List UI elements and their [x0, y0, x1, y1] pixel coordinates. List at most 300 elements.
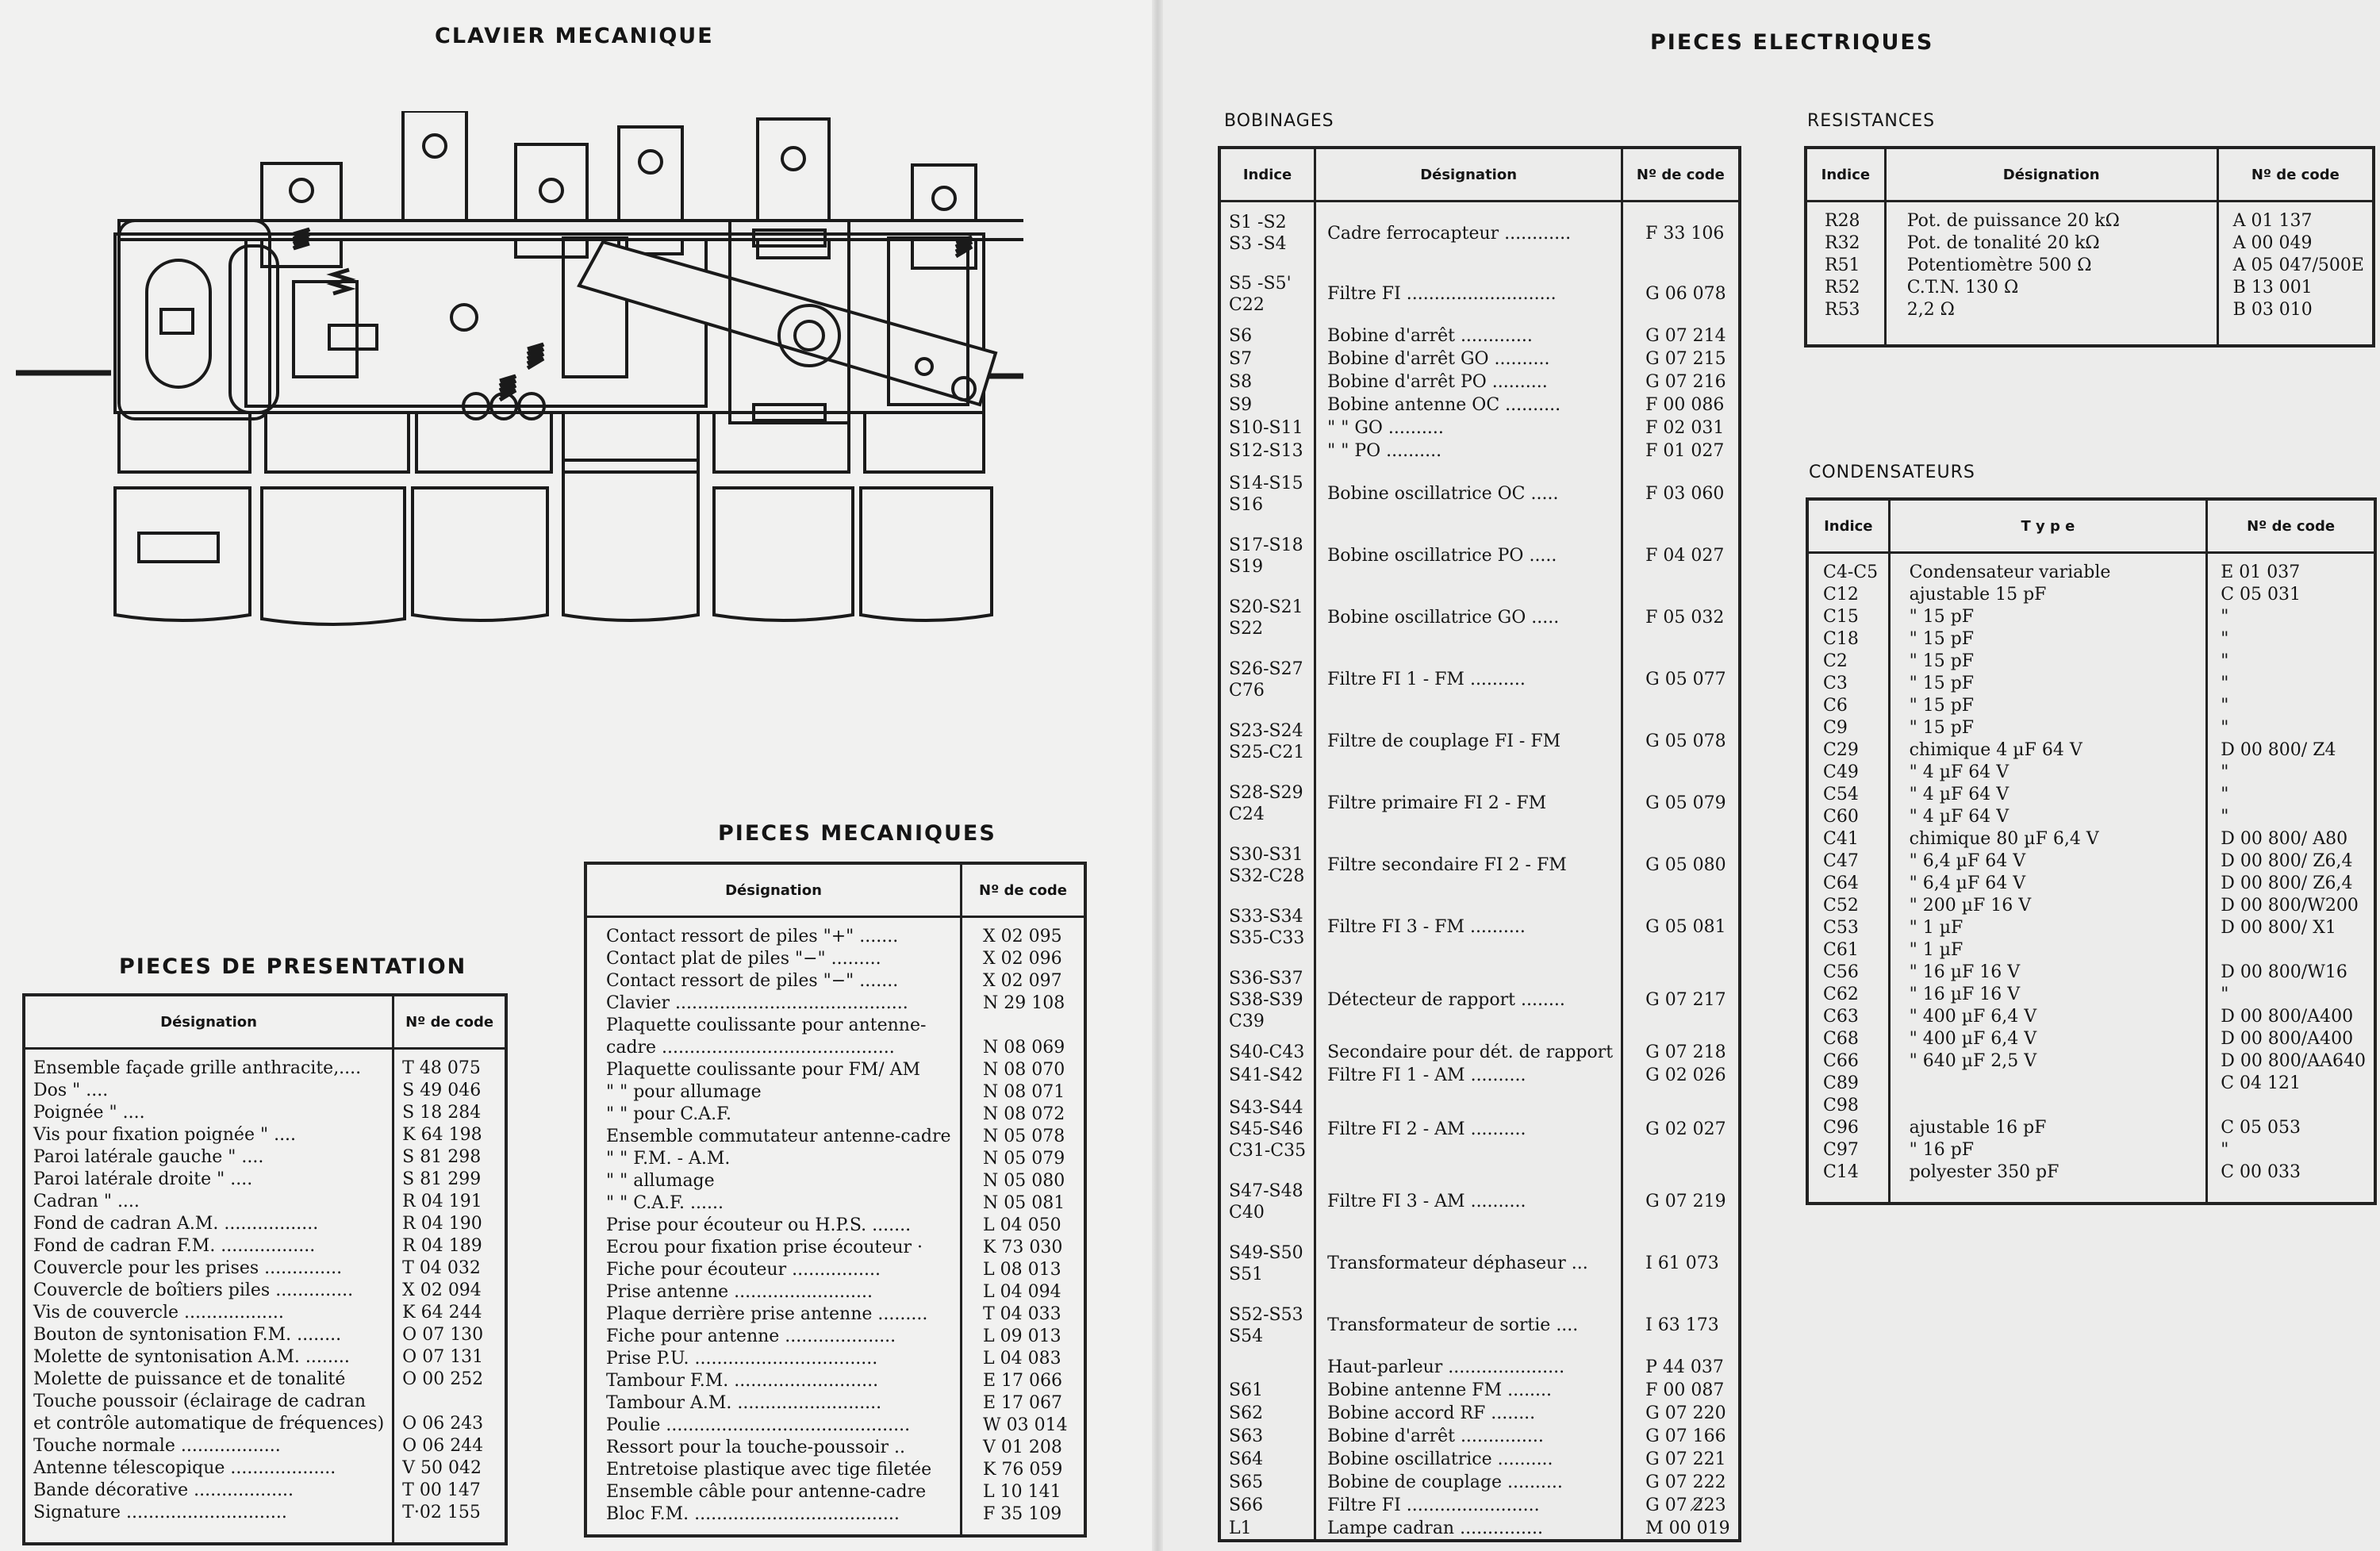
- code-cell: V 50 042: [402, 1458, 482, 1478]
- indice-cell: C6: [1823, 696, 1848, 716]
- indice-cell: [1219, 525, 1315, 587]
- table-row: [1219, 394, 1740, 417]
- code-cell: ": [2221, 807, 2229, 827]
- designation-cell: Lampe cadran ...............: [1315, 1518, 1622, 1541]
- indice-line: S16: [1229, 494, 1264, 515]
- code-cell: G 07 219: [1622, 1171, 1740, 1233]
- code-cell: L 09 013: [982, 1326, 1061, 1346]
- code-cell: D 00 800/ A80: [2221, 829, 2348, 849]
- list-item: Ensemble câble pour antenne-cadre: [606, 1482, 927, 1502]
- indice-cell: [1219, 773, 1315, 835]
- indice-line: S51: [1229, 1264, 1264, 1284]
- type-cell: " 16 µF 16 V: [1909, 962, 2021, 982]
- indice-line: S35-C33: [1229, 927, 1305, 948]
- list-item: Paroi latérale droite " ....: [33, 1169, 253, 1189]
- list-item: C.T.N. 130 Ω: [1906, 278, 2019, 298]
- list-item: Poignée " ....: [33, 1103, 145, 1123]
- list-item: Fiche pour antenne ....................: [606, 1326, 896, 1346]
- code-cell: G 02 027: [1622, 1088, 1740, 1171]
- list-item: Fiche pour écouteur ................: [606, 1260, 881, 1280]
- list-item: Plaquette coulissante pour antenne-: [606, 1015, 927, 1035]
- indice-cell: [1219, 1042, 1315, 1065]
- indice-line: S20-S21: [1229, 597, 1303, 617]
- code-cell: T 00 147: [402, 1480, 481, 1500]
- designation-cell: Bobine oscillatrice OC .....: [1315, 463, 1622, 525]
- indice-line: C31-C35: [1229, 1140, 1307, 1161]
- indice-line: C76: [1229, 680, 1265, 701]
- presentation-header-code: Nº de code: [393, 995, 506, 1049]
- table-row: [1219, 371, 1740, 394]
- resistances-table: [1804, 146, 2375, 347]
- code-cell: E 17 067: [982, 1393, 1063, 1413]
- indice-line: S19: [1229, 556, 1264, 577]
- designation-cell: Secondaire pour dét. de rapport: [1315, 1042, 1622, 1065]
- indice-cell: [1219, 463, 1315, 525]
- code-cell: G 05 077: [1622, 649, 1740, 711]
- type-cell: " 4 µF 64 V: [1909, 785, 2010, 804]
- indice-cell: C2: [1823, 651, 1848, 671]
- code-cell: N 08 072: [982, 1104, 1065, 1124]
- code-cell: B 03 010: [2232, 300, 2313, 320]
- table-row: [1219, 649, 1740, 711]
- type-cell: chimique 4 µF 64 V: [1909, 740, 2082, 760]
- designation-cell: Bobine oscillatrice ..........: [1315, 1449, 1622, 1472]
- indice-cell: [1219, 417, 1315, 440]
- page-fold: [1152, 0, 1163, 1551]
- indice-cell: [1219, 958, 1315, 1042]
- bobinages-header-indice: Indice: [1219, 148, 1315, 202]
- code-cell: ": [2221, 1140, 2229, 1160]
- indice-cell: [1219, 1426, 1315, 1449]
- code-cell: O 07 130: [402, 1325, 484, 1345]
- indice-cell: C96: [1823, 1118, 1859, 1138]
- table-row: [1219, 325, 1740, 348]
- bobinages-header-code: Nº de code: [1622, 148, 1740, 202]
- code-cell: F 00 086: [1622, 394, 1740, 417]
- designation-cell: Transformateur déphaseur ...: [1315, 1233, 1622, 1295]
- indice-cell: R52: [1825, 278, 1860, 298]
- code-cell: W 03 014: [982, 1415, 1068, 1435]
- list-item: Touche normale ..................: [33, 1436, 281, 1456]
- table-row: [1219, 348, 1740, 371]
- indice-line: S6: [1229, 325, 1253, 346]
- code-cell: K 64 198: [402, 1125, 482, 1145]
- type-cell: " 15 pF: [1909, 629, 1975, 649]
- list-item: Ressort pour la touche-poussoir ..: [606, 1438, 905, 1457]
- code-cell: D 00 800/ Z6,4: [2221, 873, 2353, 893]
- code-cell: S 49 046: [402, 1081, 482, 1100]
- type-cell: ajustable 15 pF: [1909, 585, 2047, 605]
- type-cell: chimique 80 µF 6,4 V: [1909, 829, 2099, 849]
- code-cell: T 48 075: [402, 1058, 481, 1078]
- designation-cell: Bobine antenne OC ..........: [1315, 394, 1622, 417]
- condensateurs-table: [1806, 497, 2377, 1205]
- code-cell: N 05 080: [982, 1171, 1065, 1191]
- indice-cell: R51: [1825, 255, 1860, 275]
- indice-line: S3 -S4: [1229, 234, 1287, 254]
- indice-cell: C3: [1823, 674, 1848, 693]
- code-cell: O 00 252: [402, 1369, 484, 1389]
- list-item: Couvercle de boîtiers piles ..............: [33, 1280, 354, 1300]
- code-cell: G 07 217: [1622, 958, 1740, 1042]
- indice-line: S10-S11: [1229, 417, 1303, 438]
- type-cell: ajustable 16 pF: [1909, 1118, 2047, 1138]
- code-cell: S 18 284: [402, 1103, 482, 1123]
- list-item: Molette de puissance et de tonalité: [33, 1369, 346, 1389]
- indice-line: S32-C28: [1229, 866, 1305, 886]
- indice-line: S28-S29: [1229, 782, 1303, 803]
- code-cell: A 05 047/500E: [2232, 255, 2364, 275]
- indice-line: C40: [1229, 1202, 1265, 1223]
- indice-cell: [1219, 202, 1315, 263]
- code-cell: ": [2221, 696, 2229, 716]
- table-row: [1219, 1171, 1740, 1233]
- code-cell: X 02 097: [982, 971, 1062, 991]
- code-cell: I 61 073: [1622, 1233, 1740, 1295]
- type-cell: " 6,4 µF 64 V: [1909, 851, 2026, 871]
- code-cell: ": [2221, 985, 2229, 1004]
- clavier-title: CLAVIER MECANIQUE: [435, 24, 714, 48]
- indice-line: S63: [1229, 1426, 1264, 1446]
- designation-cell: Cadre ferrocapteur ............: [1315, 202, 1622, 263]
- list-item: Contact plat de piles "−" .........: [606, 949, 881, 969]
- indice-cell: [1219, 371, 1315, 394]
- mecaniques-table: [584, 862, 1087, 1538]
- code-cell: K 64 244: [402, 1303, 482, 1323]
- indice-cell: [1219, 649, 1315, 711]
- code-cell: S 81 298: [402, 1147, 482, 1167]
- indice-line: S65: [1229, 1472, 1264, 1492]
- designation-cell: Filtre FI ........................: [1315, 1495, 1622, 1518]
- condensateurs-code-column: [2207, 553, 2375, 1204]
- resistances-code-column: [2217, 202, 2374, 346]
- list-item: " " F.M. - A.M.: [606, 1149, 731, 1169]
- code-cell: G 06 078: [1622, 263, 1740, 325]
- list-item: " " pour allumage: [606, 1082, 762, 1102]
- designation-cell: Bobine accord RF ........: [1315, 1403, 1622, 1426]
- type-cell: [1910, 1073, 2198, 1095]
- code-cell: L 04 094: [982, 1282, 1061, 1302]
- indice-cell: C12: [1823, 585, 1859, 605]
- indice-cell: [1219, 325, 1315, 348]
- list-item: " " allumage: [606, 1171, 715, 1191]
- indice-line: S45-S46: [1229, 1119, 1303, 1139]
- code-cell: K 73 030: [982, 1238, 1063, 1257]
- indice-cell: C47: [1823, 851, 1859, 871]
- indice-line: S8: [1229, 371, 1253, 392]
- code-cell: [983, 1015, 1076, 1037]
- code-cell: G 05 079: [1622, 773, 1740, 835]
- list-item: Fond de cadran A.M. .................: [33, 1214, 319, 1234]
- code-cell: I 63 173: [1622, 1295, 1740, 1357]
- list-item: Prise P.U. .................................: [606, 1349, 878, 1369]
- indice-cell: [1219, 348, 1315, 371]
- table-row: [1219, 463, 1740, 525]
- code-cell: M 00 019: [1622, 1518, 1740, 1541]
- code-cell: G 05 080: [1622, 835, 1740, 896]
- code-cell: N 05 079: [982, 1149, 1065, 1169]
- mecaniques-header-code: Nº de code: [961, 863, 1085, 917]
- indice-cell: R53: [1825, 300, 1860, 320]
- indice-line: C22: [1229, 294, 1265, 315]
- indice-line: S7: [1229, 348, 1253, 369]
- code-cell: [402, 1391, 497, 1413]
- list-item: Pot. de puissance 20 kΩ: [1906, 211, 2120, 231]
- list-item: Vis de couvercle ..................: [33, 1303, 284, 1323]
- table-row: [1219, 1295, 1740, 1357]
- designation-cell: Filtre secondaire FI 2 - FM: [1315, 835, 1622, 896]
- list-item: Clavier ..........................................: [606, 993, 908, 1013]
- code-cell: S 81 299: [402, 1169, 482, 1189]
- list-item: Cadran " ....: [33, 1192, 140, 1211]
- table-row: [1219, 1088, 1740, 1171]
- table-row: [1219, 896, 1740, 958]
- code-cell: F 35 109: [982, 1504, 1062, 1524]
- indice-cell: [1219, 1449, 1315, 1472]
- code-cell: L 08 013: [982, 1260, 1061, 1280]
- table-row: [1219, 1065, 1740, 1088]
- designation-cell: Filtre FI 1 - FM ..........: [1315, 649, 1622, 711]
- indice-cell: [1219, 263, 1315, 325]
- table-row: [1219, 1042, 1740, 1065]
- code-cell: G 07 218: [1622, 1042, 1740, 1065]
- condensateurs-header-code: Nº de code: [2207, 499, 2375, 553]
- designation-cell: Transformateur de sortie ....: [1315, 1295, 1622, 1357]
- indice-cell: [1219, 1171, 1315, 1233]
- code-cell: R 04 190: [402, 1214, 482, 1234]
- designation-cell: Filtre FI 1 - AM ..........: [1315, 1065, 1622, 1088]
- list-item: Signature .............................: [33, 1503, 287, 1522]
- code-cell: T 04 032: [402, 1258, 481, 1278]
- code-cell: ": [2221, 651, 2229, 671]
- code-cell: G 02 026: [1622, 1065, 1740, 1088]
- indice-cell: C15: [1823, 607, 1859, 627]
- indice-line: S66: [1229, 1495, 1264, 1515]
- indice-line: S26-S27: [1229, 658, 1303, 679]
- type-cell: " 640 µF 2,5 V: [1909, 1051, 2037, 1071]
- indice-cell: C98: [1823, 1096, 1859, 1115]
- indice-line: S9: [1229, 394, 1253, 415]
- indice-cell: [1219, 1403, 1315, 1426]
- indice-cell: [1219, 1472, 1315, 1495]
- designation-cell: Bobine antenne FM ........: [1315, 1380, 1622, 1403]
- mecaniques-designation-column: [585, 917, 961, 1536]
- table-row: [1219, 958, 1740, 1042]
- indice-cell: C68: [1823, 1029, 1859, 1049]
- code-cell: X 02 096: [982, 949, 1062, 969]
- designation-cell: Filtre FI 3 - FM ..........: [1315, 896, 1622, 958]
- list-item: 2,2 Ω: [1906, 300, 1955, 320]
- list-item: Plaquette coulissante pour FM/ AM: [606, 1060, 921, 1080]
- list-item: Bande décorative ..................: [33, 1480, 294, 1500]
- type-cell: " 200 µF 16 V: [1909, 896, 2032, 916]
- indice-cell: [1219, 587, 1315, 649]
- code-cell: N 08 070: [982, 1060, 1065, 1080]
- table-row: [1219, 525, 1740, 587]
- table-row: [1219, 417, 1740, 440]
- resistances-header-code: Nº de code: [2217, 148, 2374, 202]
- type-cell: " 4 µF 64 V: [1909, 807, 2010, 827]
- code-cell: N 08 071: [982, 1082, 1065, 1102]
- code-cell: ": [2221, 718, 2229, 738]
- list-item: Potentiomètre 500 Ω: [1906, 255, 2092, 275]
- indice-cell: C89: [1823, 1073, 1859, 1093]
- indice-line: C24: [1229, 804, 1265, 824]
- table-row: [1219, 711, 1740, 773]
- code-cell: G 07 214: [1622, 325, 1740, 348]
- code-cell: A 01 137: [2232, 211, 2313, 231]
- code-cell: N 29 108: [982, 993, 1065, 1013]
- table-row: [1219, 835, 1740, 896]
- indice-cell: C97: [1823, 1140, 1859, 1160]
- code-cell: V 01 208: [982, 1438, 1062, 1457]
- condensateurs-type-column: [1889, 553, 2207, 1204]
- list-item: Plaque derrière prise antenne .........: [606, 1304, 928, 1324]
- indice-cell: C61: [1823, 940, 1859, 960]
- indice-line: S40-C43: [1229, 1042, 1305, 1062]
- indice-line: S49-S50: [1229, 1242, 1303, 1263]
- indice-cell: [1219, 394, 1315, 417]
- table-row: [1219, 1449, 1740, 1472]
- designation-cell: Filtre FI 3 - AM ..........: [1315, 1171, 1622, 1233]
- code-cell: P 44 037: [1622, 1357, 1740, 1380]
- presentation-title: PIECES DE PRESENTATION: [119, 954, 467, 979]
- code-cell: O 07 131: [402, 1347, 484, 1367]
- code-cell: C 04 121: [2221, 1073, 2301, 1093]
- code-cell: ": [2221, 629, 2229, 649]
- list-item: Dos " ....: [33, 1081, 109, 1100]
- list-item: Fond de cadran F.M. .................: [33, 1236, 316, 1256]
- code-cell: O 06 244: [402, 1436, 484, 1456]
- code-cell: [2221, 1095, 2366, 1117]
- indice-cell: C41: [1823, 829, 1859, 849]
- type-cell: " 16 pF: [1909, 1140, 1975, 1160]
- code-cell: G 07 2̸23: [1622, 1495, 1740, 1518]
- clavier-diagram: [16, 111, 1023, 635]
- code-cell: D 00 800/W200: [2221, 896, 2359, 916]
- bobinages-header-designation: Désignation: [1315, 148, 1622, 202]
- resistances-indice-column: [1806, 202, 1885, 346]
- designation-cell: Bobine de couplage ..........: [1315, 1472, 1622, 1495]
- presentation-designation-column: [24, 1049, 393, 1544]
- type-cell: " 400 µF 6,4 V: [1909, 1007, 2037, 1027]
- table-row: [1219, 1380, 1740, 1403]
- code-cell: G 07 216: [1622, 371, 1740, 394]
- indice-cell: C66: [1823, 1051, 1859, 1071]
- indice-cell: C63: [1823, 1007, 1859, 1027]
- indice-cell: C53: [1823, 918, 1859, 938]
- resistances-title: RESISTANCES: [1807, 111, 1936, 131]
- code-cell: O 06 243: [402, 1414, 484, 1434]
- list-item: Tambour F.M. ..........................: [606, 1371, 879, 1391]
- indice-cell: [1219, 1518, 1315, 1541]
- list-item: Antenne télescopique ...................: [33, 1458, 336, 1478]
- designation-cell: Filtre FI 2 - AM ..........: [1315, 1088, 1622, 1171]
- code-cell: F 03 060: [1622, 463, 1740, 525]
- indice-line: S25-C21: [1229, 742, 1305, 762]
- code-cell: D 00 800/A400: [2221, 1007, 2354, 1027]
- indice-cell: [1219, 1495, 1315, 1518]
- table-row: [1219, 1518, 1740, 1541]
- indice-line: S1 -S2: [1229, 213, 1287, 232]
- indice-line: S47-S48: [1229, 1181, 1303, 1201]
- mecaniques-header-designation: Désignation: [585, 863, 961, 917]
- indice-cell: C4-C5: [1823, 562, 1879, 582]
- table-row: [1219, 1495, 1740, 1518]
- code-cell: D 00 800/ Z6,4: [2221, 851, 2353, 871]
- table-row: [1219, 202, 1740, 263]
- indice-cell: R32: [1825, 233, 1860, 253]
- code-cell: D 00 800/ X1: [2221, 918, 2336, 938]
- indice-cell: [1219, 835, 1315, 896]
- list-item: Ecrou pour fixation prise écouteur ·: [606, 1238, 923, 1257]
- indice-cell: R28: [1825, 211, 1860, 231]
- code-cell: G 07 220: [1622, 1403, 1740, 1426]
- indice-line: S61: [1229, 1380, 1264, 1400]
- designation-cell: Filtre FI ...........................: [1315, 263, 1622, 325]
- list-item: Poulie ............................................: [606, 1415, 911, 1435]
- indice-line: S14-S15: [1229, 473, 1303, 493]
- indice-cell: C54: [1823, 785, 1859, 804]
- indice-line: S54: [1229, 1326, 1264, 1346]
- list-item: cadre ..........................................: [606, 1038, 895, 1058]
- code-cell: B 13 001: [2232, 278, 2313, 298]
- indice-line: S62: [1229, 1403, 1264, 1423]
- indice-cell: C9: [1823, 718, 1848, 738]
- indice-cell: C52: [1823, 896, 1859, 916]
- resistances-header-designation: Désignation: [1885, 148, 2217, 202]
- indice-line: S38-S39: [1229, 989, 1303, 1010]
- code-cell: G 05 081: [1622, 896, 1740, 958]
- bobinages-body: [1219, 202, 1740, 1541]
- indice-cell: [1219, 711, 1315, 773]
- code-cell: F 05 032: [1622, 587, 1740, 649]
- type-cell: " 1 µF: [1909, 918, 1964, 938]
- type-cell: polyester 350 pF: [1909, 1162, 2059, 1182]
- table-row: [1219, 587, 1740, 649]
- electriques-title: PIECES ELECTRIQUES: [1650, 30, 1934, 55]
- indice-cell: [1219, 440, 1315, 463]
- code-cell: L 10 141: [982, 1482, 1061, 1502]
- type-cell: " 1 µF: [1909, 940, 1964, 960]
- indice-line: S22: [1229, 618, 1264, 639]
- code-cell: F 04 027: [1622, 525, 1740, 587]
- code-cell: G 07 166: [1622, 1426, 1740, 1449]
- indice-cell: [1219, 1065, 1315, 1088]
- code-cell: E 01 037: [2221, 562, 2301, 582]
- designation-cell: Bobine oscillatrice PO .....: [1315, 525, 1622, 587]
- indice-cell: C60: [1823, 807, 1859, 827]
- code-cell: ": [2221, 674, 2229, 693]
- indice-cell: [1219, 1295, 1315, 1357]
- list-item: Entretoise plastique avec tige filetée: [606, 1460, 932, 1480]
- code-cell: X 02 095: [982, 927, 1062, 946]
- indice-line: S52-S53: [1229, 1304, 1303, 1325]
- list-item: Touche poussoir (éclairage de cadran: [33, 1392, 367, 1411]
- type-cell: " 15 pF: [1909, 674, 1975, 693]
- code-cell: K 76 059: [982, 1460, 1063, 1480]
- type-cell: [1910, 1095, 2198, 1117]
- code-cell: C 05 053: [2221, 1118, 2301, 1138]
- condensateurs-header-indice: Indice: [1807, 499, 1889, 553]
- list-item: Contact ressort de piles "−" .......: [606, 971, 899, 991]
- list-item: Vis pour fixation poignée " ....: [33, 1125, 297, 1145]
- code-cell: N 05 081: [982, 1193, 1065, 1213]
- indice-cell: C14: [1823, 1162, 1859, 1182]
- list-item: Pot. de tonalité 20 kΩ: [1906, 233, 2100, 253]
- type-cell: " 15 pF: [1909, 718, 1975, 738]
- code-cell: T 04 033: [982, 1304, 1061, 1324]
